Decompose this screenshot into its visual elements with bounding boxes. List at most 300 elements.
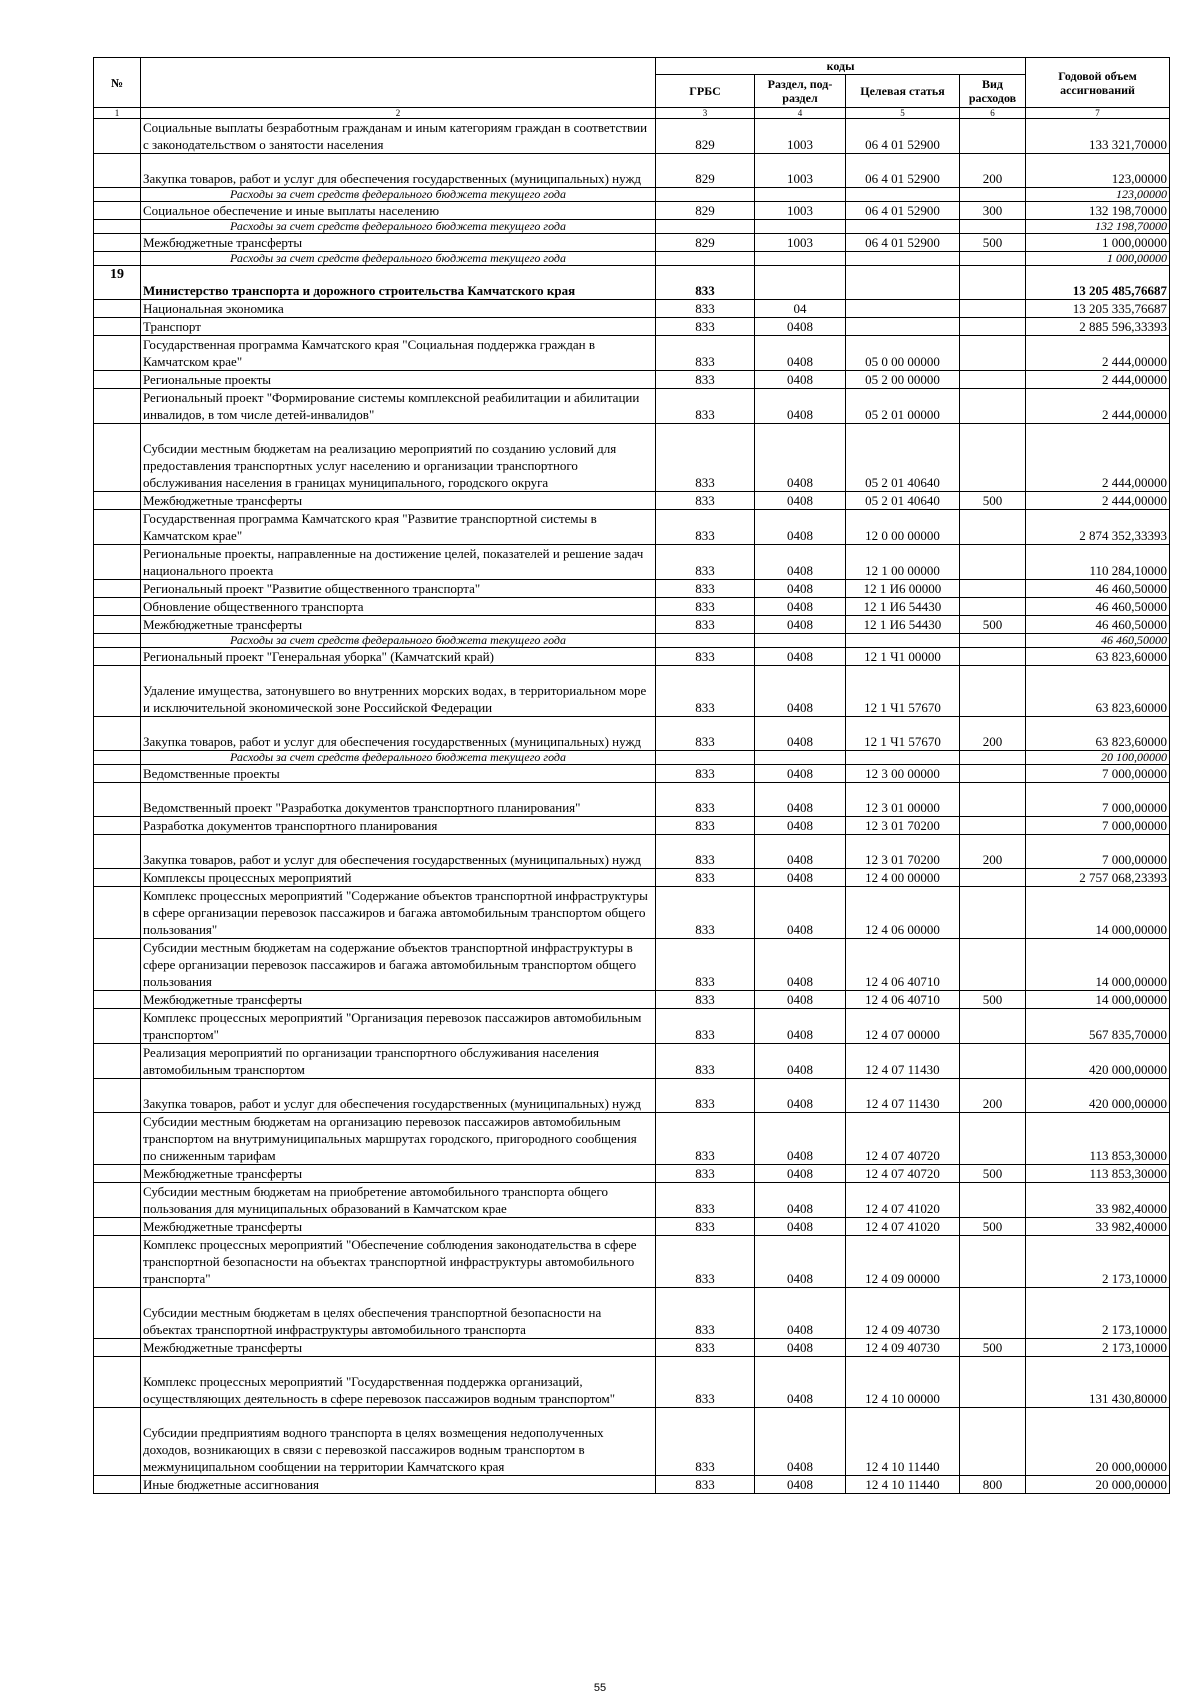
grbs-cell: 833 [656,545,755,580]
razdel-cell: 0408 [755,939,846,991]
empty-cell [755,751,846,765]
target-cell: 12 3 00 00000 [846,765,960,783]
row-number [94,371,141,389]
razdel-cell: 0408 [755,1408,846,1476]
empty-cell [960,634,1026,648]
num-cell [94,188,141,202]
grbs-cell: 833 [656,616,755,634]
ministry-row [94,266,1170,300]
row-number [94,648,141,666]
target-cell: 05 0 00 00000 [846,336,960,371]
row-number [94,492,141,510]
table-row [94,666,1170,717]
amount-cell: 63 823,60000 [1026,648,1170,666]
target-cell: 12 3 01 00000 [846,783,960,817]
funding-note-row [94,252,1170,266]
table-row [94,234,1170,252]
vid-cell [960,1044,1026,1079]
razdel-cell: 0408 [755,389,846,424]
amount-cell: 14 000,00000 [1026,887,1170,939]
amount-cell: 7 000,00000 [1026,765,1170,783]
row-name: Закупка товаров, работ и услуг для обеспечения государственных (муниципальных) нужд [141,1079,656,1113]
vid-cell [960,817,1026,835]
note-amount: 46 460,50000 [1026,634,1170,648]
funding-note-row [94,634,1170,648]
table-row [94,1288,1170,1339]
row-number [94,510,141,545]
table-row [94,887,1170,939]
table-row [94,616,1170,634]
razdel-cell: 1003 [755,154,846,188]
razdel-cell: 0408 [755,648,846,666]
razdel-cell: 0408 [755,1476,846,1494]
grbs-cell: 833 [656,389,755,424]
budget-table [93,57,1170,1494]
row-number [94,939,141,991]
amount-cell: 133 321,70000 [1026,119,1170,154]
grbs-cell: 833 [656,336,755,371]
amount-cell: 7 000,00000 [1026,783,1170,817]
row-name: Комплекс процессных мероприятий "Государственная поддержка организаций, осуществляющих деятельность в сфере перевозок пассажиров водным транспортом" [141,1357,656,1408]
razdel-cell: 0408 [755,1165,846,1183]
row-number [94,1165,141,1183]
grbs-cell: 833 [656,1183,755,1218]
target-cell: 12 3 01 70200 [846,835,960,869]
table-row [94,202,1170,220]
table-row [94,119,1170,154]
row-name: Социальное обеспечение и иные выплаты населению [141,202,656,220]
budget-sheet [93,57,1169,1494]
table-row [94,371,1170,389]
empty-cell [656,220,755,234]
amount-cell: 20 000,00000 [1026,1476,1170,1494]
row-number [94,1288,141,1339]
num-cell [94,634,141,648]
table-row [94,424,1170,492]
note-amount: 20 100,00000 [1026,751,1170,765]
vid-cell [960,371,1026,389]
row-number [94,1339,141,1357]
empty-cell [656,188,755,202]
table-row [94,1339,1170,1357]
row-number [94,234,141,252]
empty-cell [656,751,755,765]
row-number [94,1009,141,1044]
row-number [94,717,141,751]
table-row [94,648,1170,666]
table-row [94,389,1170,424]
row-name: Иные бюджетные ассигнования [141,1476,656,1494]
colnum: 3 [656,108,755,119]
target-cell: 12 4 06 40710 [846,991,960,1009]
row-name: Комплекс процессных мероприятий "Обеспечение соблюдения законодательства в сфере транспортной безопасности на объектах транспортной инфраструктуры автомобильного транспорта" [141,1236,656,1288]
row-name: Субсидии местным бюджетам в целях обеспечения транспортной безопасности на объектах транспортной инфраструктуры автомобильного транспорта [141,1288,656,1339]
table-row [94,1044,1170,1079]
razdel-cell: 0408 [755,580,846,598]
row-name: Межбюджетные трансферты [141,1218,656,1236]
row-name: Региональный проект "Формирование системы комплексной реабилитации и абилитации инвалидов, в том числе детей-инвалидов" [141,389,656,424]
razdel-cell: 0408 [755,887,846,939]
row-name: Закупка товаров, работ и услуг для обеспечения государственных (муниципальных) нужд [141,154,656,188]
razdel-cell: 0408 [755,1218,846,1236]
note-text: Расходы за счет средств федерального бюджета текущего года [141,751,656,765]
row-number [94,783,141,817]
vid-cell [960,318,1026,336]
grbs-cell: 833 [656,1218,755,1236]
num-cell [94,252,141,266]
grbs-cell: 833 [656,266,755,300]
razdel-cell: 0408 [755,318,846,336]
colnum: 5 [846,108,960,119]
target-cell: 12 4 10 11440 [846,1408,960,1476]
razdel-cell: 0408 [755,1079,846,1113]
grbs-cell: 833 [656,598,755,616]
vid-cell: 200 [960,1079,1026,1113]
amount-cell: 14 000,00000 [1026,939,1170,991]
empty-cell [656,252,755,266]
razdel-cell: 1003 [755,202,846,220]
razdel-cell: 0408 [755,492,846,510]
colnum: 6 [960,108,1026,119]
razdel-cell [755,266,846,300]
header-name [141,58,656,108]
amount-cell: 1 000,00000 [1026,234,1170,252]
target-cell: 12 4 10 11440 [846,1476,960,1494]
target-cell: 12 4 06 40710 [846,939,960,991]
grbs-cell: 833 [656,1009,755,1044]
row-number [94,389,141,424]
header-target: Целевая статья [846,75,960,108]
razdel-cell: 0408 [755,545,846,580]
amount-cell: 2 874 352,33393 [1026,510,1170,545]
row-name: Национальная экономика [141,300,656,318]
colnum: 1 [94,108,141,119]
colnum: 4 [755,108,846,119]
vid-cell [960,598,1026,616]
row-name: Закупка товаров, работ и услуг для обеспечения государственных (муниципальных) нужд [141,835,656,869]
amount-cell: 46 460,50000 [1026,598,1170,616]
note-amount: 1 000,00000 [1026,252,1170,266]
empty-cell [846,188,960,202]
row-name: Комплекс процессных мероприятий "Организация перевозок пассажиров автомобильным транспортом" [141,1009,656,1044]
row-number: 19 [94,266,141,300]
razdel-cell: 0408 [755,666,846,717]
amount-cell: 2 444,00000 [1026,371,1170,389]
amount-cell: 131 430,80000 [1026,1357,1170,1408]
vid-cell: 200 [960,835,1026,869]
num-cell [94,220,141,234]
page-number: 55 [593,1682,607,1694]
row-number [94,616,141,634]
razdel-cell: 04 [755,300,846,318]
note-text: Расходы за счет средств федерального бюджета текущего года [141,252,656,266]
razdel-cell: 0408 [755,835,846,869]
target-cell: 12 1 Ч1 57670 [846,717,960,751]
amount-cell: 2 757 068,23393 [1026,869,1170,887]
empty-cell [960,252,1026,266]
row-name: Межбюджетные трансферты [141,234,656,252]
grbs-cell: 833 [656,1408,755,1476]
row-number [94,666,141,717]
grbs-cell: 829 [656,234,755,252]
target-cell [846,318,960,336]
target-cell: 12 1 Ч1 00000 [846,648,960,666]
vid-cell [960,1183,1026,1218]
grbs-cell: 833 [656,648,755,666]
row-name: Социальные выплаты безработным гражданам и иным категориям граждан в соответствии с законодательством о занятости населения [141,119,656,154]
vid-cell: 200 [960,154,1026,188]
amount-cell: 33 982,40000 [1026,1183,1170,1218]
header-codes: коды [656,58,1026,75]
row-number [94,817,141,835]
grbs-cell: 833 [656,300,755,318]
table-row [94,598,1170,616]
empty-cell [846,252,960,266]
razdel-cell: 0408 [755,424,846,492]
target-cell: 12 1 И6 00000 [846,580,960,598]
razdel-cell: 0408 [755,869,846,887]
empty-cell [960,188,1026,202]
funding-note-row [94,220,1170,234]
table-row [94,492,1170,510]
vid-cell [960,765,1026,783]
grbs-cell: 833 [656,492,755,510]
table-row [94,1009,1170,1044]
razdel-cell: 0408 [755,1236,846,1288]
row-number [94,598,141,616]
table-row [94,1236,1170,1288]
row-name: Субсидии местным бюджетам на содержание объектов транспортной инфраструктуры в сфере организации перевозок пассажиров и багажа автомобильным транспортом общего пользования [141,939,656,991]
vid-cell: 500 [960,1165,1026,1183]
table-row [94,783,1170,817]
header-amount: Годовой объем ассигнований [1026,58,1170,108]
grbs-cell: 833 [656,666,755,717]
row-number [94,202,141,220]
empty-cell [656,634,755,648]
grbs-cell: 833 [656,318,755,336]
grbs-cell: 833 [656,510,755,545]
note-amount: 123,00000 [1026,188,1170,202]
vid-cell [960,389,1026,424]
row-name: Субсидии предприятиям водного транспорта в целях возмещения недополученных доходов, возникающих в связи с перевозкой пассажиров водным транспортом в межмуниципальном сообщении на территории Камчатского края [141,1408,656,1476]
row-name: Министерство транспорта и дорожного строительства Камчатского края [141,266,656,300]
amount-cell: 46 460,50000 [1026,616,1170,634]
vid-cell: 500 [960,1339,1026,1357]
grbs-cell: 829 [656,202,755,220]
table-row [94,1183,1170,1218]
target-cell [846,300,960,318]
amount-cell: 113 853,30000 [1026,1113,1170,1165]
amount-cell: 2 444,00000 [1026,336,1170,371]
note-amount: 132 198,70000 [1026,220,1170,234]
vid-cell: 500 [960,234,1026,252]
row-name: Государственная программа Камчатского края "Развитие транспортной системы в Камчатском крае" [141,510,656,545]
vid-cell [960,119,1026,154]
vid-cell [960,869,1026,887]
header-grbs: ГРБС [656,75,755,108]
empty-cell [960,220,1026,234]
amount-cell: 2 444,00000 [1026,424,1170,492]
row-name: Закупка товаров, работ и услуг для обеспечения государственных (муниципальных) нужд [141,717,656,751]
row-name: Государственная программа Камчатского края "Социальная поддержка граждан в Камчатском крае" [141,336,656,371]
row-name: Региональный проект "Генеральная уборка" (Камчатский край) [141,648,656,666]
table-row [94,817,1170,835]
razdel-cell: 0408 [755,1044,846,1079]
colnum: 7 [1026,108,1170,119]
target-cell: 12 4 00 00000 [846,869,960,887]
amount-cell: 14 000,00000 [1026,991,1170,1009]
row-number [94,318,141,336]
table-row [94,1408,1170,1476]
row-number [94,1218,141,1236]
amount-cell: 13 205 485,76687 [1026,266,1170,300]
row-number [94,545,141,580]
row-number [94,1079,141,1113]
amount-cell: 2 885 596,33393 [1026,318,1170,336]
razdel-cell: 0408 [755,510,846,545]
razdel-cell: 0408 [755,991,846,1009]
vid-cell [960,1009,1026,1044]
grbs-cell: 833 [656,580,755,598]
razdel-cell: 1003 [755,234,846,252]
target-cell: 12 4 09 00000 [846,1236,960,1288]
empty-cell [755,252,846,266]
header-no: № [94,58,141,108]
target-cell: 06 4 01 52900 [846,119,960,154]
row-number [94,1183,141,1218]
vid-cell: 300 [960,202,1026,220]
row-number [94,887,141,939]
row-name: Удаление имущества, затонувшего во внутренних морских водах, в территориальном море и исключительной экономической зоне Российской Федерации [141,666,656,717]
target-cell: 12 4 09 40730 [846,1339,960,1357]
table-row [94,1113,1170,1165]
row-number [94,424,141,492]
amount-cell: 2 173,10000 [1026,1339,1170,1357]
empty-cell [755,188,846,202]
razdel-cell: 0408 [755,817,846,835]
table-row [94,1079,1170,1113]
note-text: Расходы за счет средств федерального бюджета текущего года [141,220,656,234]
table-row [94,991,1170,1009]
vid-cell [960,424,1026,492]
note-text: Расходы за счет средств федерального бюджета текущего года [141,634,656,648]
row-name: Транспорт [141,318,656,336]
grbs-cell: 833 [656,887,755,939]
target-cell: 05 2 01 40640 [846,424,960,492]
target-cell: 12 4 09 40730 [846,1288,960,1339]
target-cell: 12 1 И6 54430 [846,598,960,616]
grbs-cell: 833 [656,765,755,783]
amount-cell: 7 000,00000 [1026,835,1170,869]
grbs-cell: 833 [656,1079,755,1113]
vid-cell [960,1113,1026,1165]
vid-cell [960,1288,1026,1339]
empty-cell [846,220,960,234]
amount-cell: 110 284,10000 [1026,545,1170,580]
row-name: Межбюджетные трансферты [141,991,656,1009]
vid-cell [960,300,1026,318]
empty-cell [755,220,846,234]
razdel-cell: 0408 [755,1009,846,1044]
vid-cell [960,336,1026,371]
table-row [94,318,1170,336]
vid-cell [960,510,1026,545]
funding-note-row [94,188,1170,202]
target-cell: 12 4 07 11430 [846,1044,960,1079]
grbs-cell: 833 [656,424,755,492]
vid-cell [960,1408,1026,1476]
target-cell: 12 4 06 00000 [846,887,960,939]
empty-cell [846,751,960,765]
grbs-cell: 833 [656,1236,755,1288]
num-cell [94,751,141,765]
vid-cell [960,887,1026,939]
target-cell: 06 4 01 52900 [846,234,960,252]
table-row [94,1476,1170,1494]
target-cell: 06 4 01 52900 [846,154,960,188]
grbs-cell: 833 [656,939,755,991]
vid-cell: 800 [960,1476,1026,1494]
table-body [94,119,1170,1494]
razdel-cell: 0408 [755,717,846,751]
table-row [94,765,1170,783]
razdel-cell: 0408 [755,783,846,817]
amount-cell: 13 205 335,76687 [1026,300,1170,318]
razdel-cell: 0408 [755,336,846,371]
target-cell: 12 4 07 41020 [846,1183,960,1218]
row-number [94,1113,141,1165]
target-cell: 12 4 07 40720 [846,1113,960,1165]
target-cell: 05 2 01 40640 [846,492,960,510]
amount-cell: 46 460,50000 [1026,580,1170,598]
target-cell: 05 2 01 00000 [846,389,960,424]
row-number [94,336,141,371]
vid-cell: 500 [960,616,1026,634]
row-number [94,119,141,154]
row-name: Разработка документов транспортного планирования [141,817,656,835]
table-row [94,1165,1170,1183]
table-row [94,939,1170,991]
grbs-cell: 833 [656,1113,755,1165]
razdel-cell: 0408 [755,616,846,634]
vid-cell: 500 [960,1218,1026,1236]
row-name: Обновление общественного транспорта [141,598,656,616]
razdel-cell: 0408 [755,598,846,616]
grbs-cell: 829 [656,154,755,188]
row-name: Межбюджетные трансферты [141,1165,656,1183]
vid-cell [960,580,1026,598]
amount-cell: 2 444,00000 [1026,492,1170,510]
row-number [94,765,141,783]
razdel-cell: 0408 [755,1113,846,1165]
row-number [94,991,141,1009]
target-cell [846,266,960,300]
row-number [94,154,141,188]
row-number [94,300,141,318]
target-cell: 12 3 01 70200 [846,817,960,835]
table-row [94,545,1170,580]
vid-cell [960,783,1026,817]
target-cell: 12 1 00 00000 [846,545,960,580]
table-row [94,869,1170,887]
vid-cell [960,266,1026,300]
grbs-cell: 833 [656,869,755,887]
header-razdel: Раздел, под-раздел [755,75,846,108]
amount-cell: 2 173,10000 [1026,1288,1170,1339]
header-vid: Вид расходов [960,75,1026,108]
table-row [94,1357,1170,1408]
row-name: Субсидии местным бюджетам на организацию перевозок пассажиров автомобильным транспортом на внутримуниципальных маршрутах городского, пригородного сообщения по сниженным тарифам [141,1113,656,1165]
